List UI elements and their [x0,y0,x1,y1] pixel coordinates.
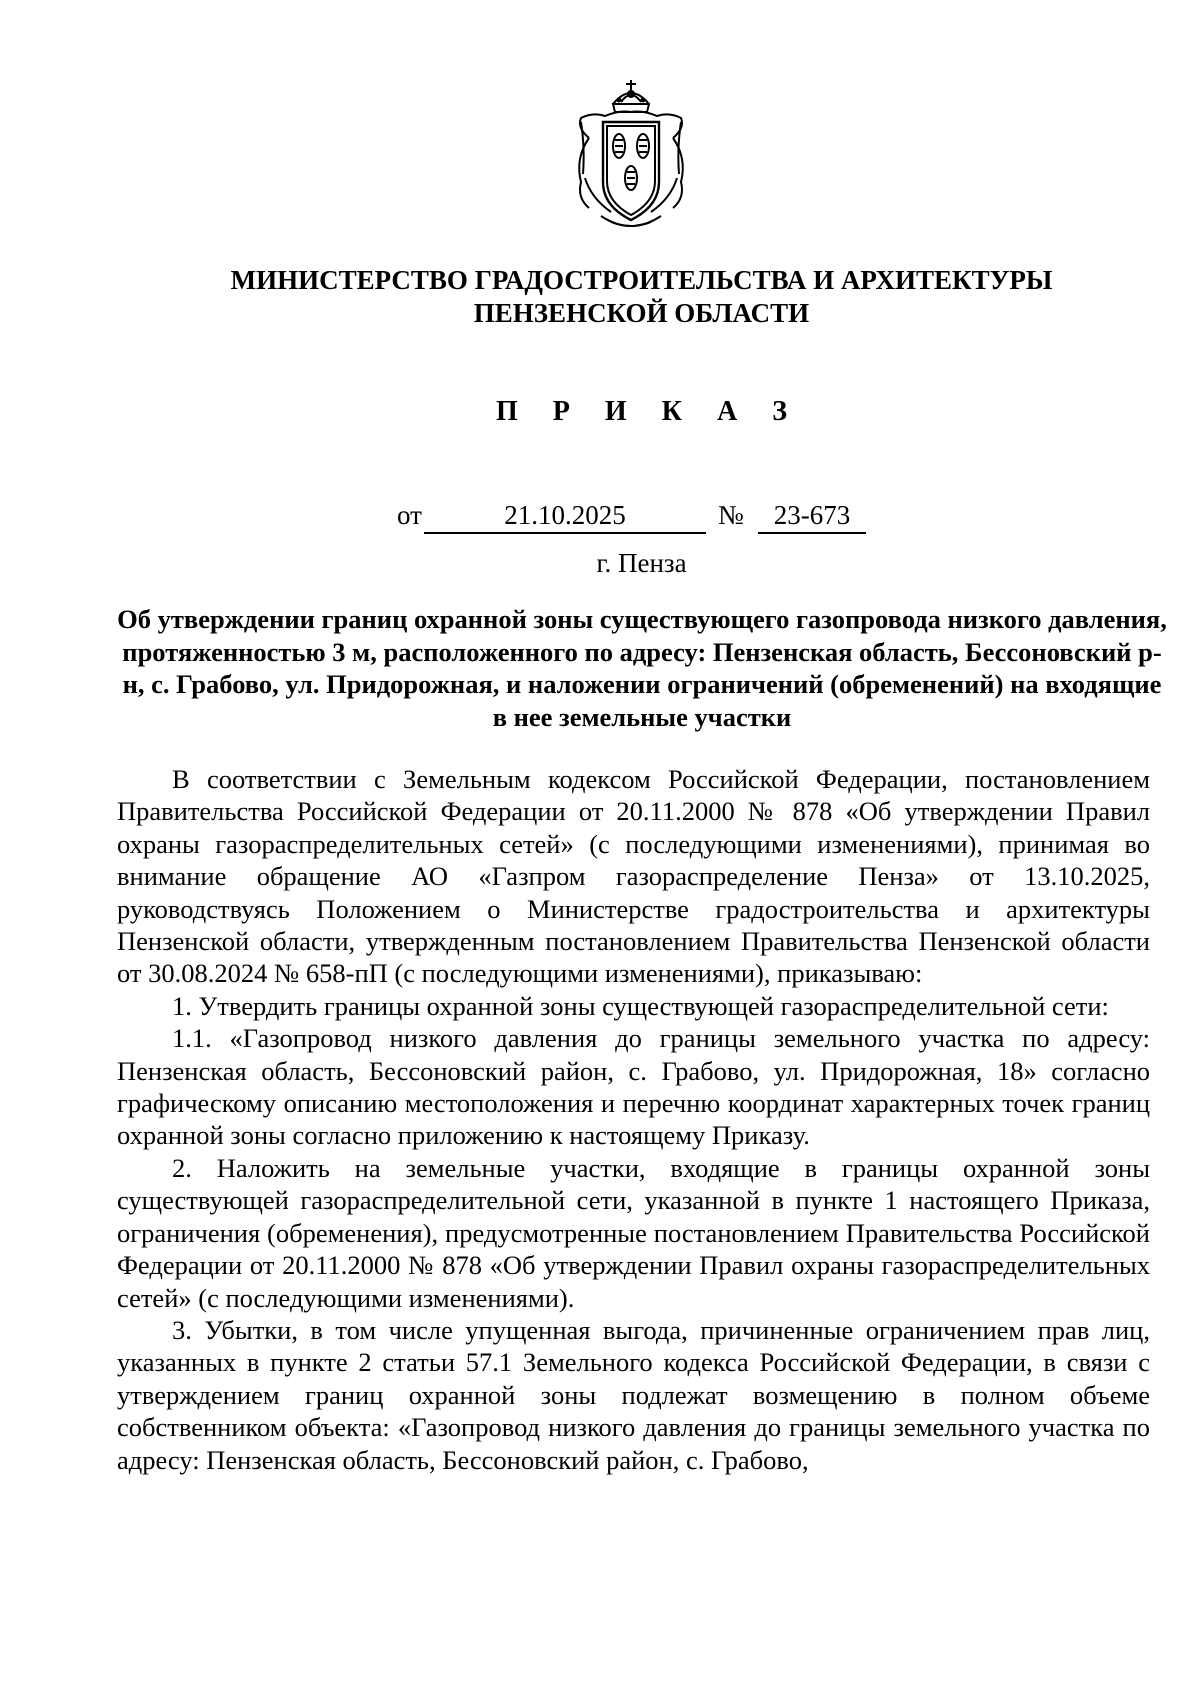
ministry-name-line2: ПЕНЗЕНСКОЙ ОБЛАСТИ [473,298,810,328]
document-type-title: П Р И К А З [496,396,801,427]
paragraph-item-3: 3. Убытки, в том числе упущенная выгода, причиненные ограничением прав лиц, указанных в пункте 2 статьи 57.1 Земельного кодекса Российской Федерации, в связи с утверждением границ охранной зоны подлежат возмещению в полном объеме собственником объекта: «Газопровод низкого давления до границы земельного участка по адресу: Пензенская область, Бессоновский район, с. Грабово, [117,1314,1150,1475]
date-label: от [397,500,422,530]
document-number: 23-673 [758,500,866,534]
paragraph-item-1-1: 1.1. «Газопровод низкого давления до границы земельного участка по адресу: Пензенская область, Бессоновский район, с. Грабово, ул. Придорожная, 18» согласно графическому описанию местоположения и перечню координат характерных точек границ охранной зоны согласно приложению к настоящему Приказу. [117,1023,1150,1151]
paragraph-preamble: В соответствии с Земельным кодексом Российской Федерации, постановлением Правительства Российской Федерации от 20.11.2000 № 878 «Об утверждении Правил охраны газораспределительных сетей» (с последующими изменениями), принимая во внимание обращение АО «Газпром газораспределение Пенза» от 13.10.2025, руководствуясь Положением о Министерстве градостроительства и архитектуры Пензенской области, утвержденным постановлением Правительства Пензенской области от 30.08.2024 № 658-пП (с последующими изменениями), приказываю: [117,764,1150,989]
document-subject: Об утверждении границ охранной зоны существующего газопровода низкого давления, протяженностью 3 м, расположенного по адресу: Пензенская область, Бессоновский р-н, с. Грабово, ул. Придорожная, и наложении ограничений (обременений) на входящие в нее земельные участки [117,604,1167,732]
city: г. Пенза [596,548,687,578]
document-body [117,763,1150,1476]
number-label: № [718,500,744,530]
date-number-line [0,500,1200,534]
ministry-name-line1: МИНИСТЕРСТВО ГРАДОСТРОИТЕЛЬСТВА И АРХИТЕКТУРЫ [230,265,1053,295]
document-date: 21.10.2025 [424,500,706,534]
paragraph-item-2: 2. Наложить на земельные участки, входящие в границы охранной зоны существующей газораспределительной сети, указанной в пункте 1 настоящего Приказа, ограничения (обременения), предусмотренные постановлением Правительства Российской Федерации от 20.11.2000 № 878 «Об утверждении Правил охраны газораспределительных сетей» (с последующими изменениями). [117,1152,1150,1313]
coat-of-arms-icon [571,78,691,236]
paragraph-item-1: 1. Утвердить границы охранной зоны существующей газораспределительной сети: [172,990,1109,1021]
